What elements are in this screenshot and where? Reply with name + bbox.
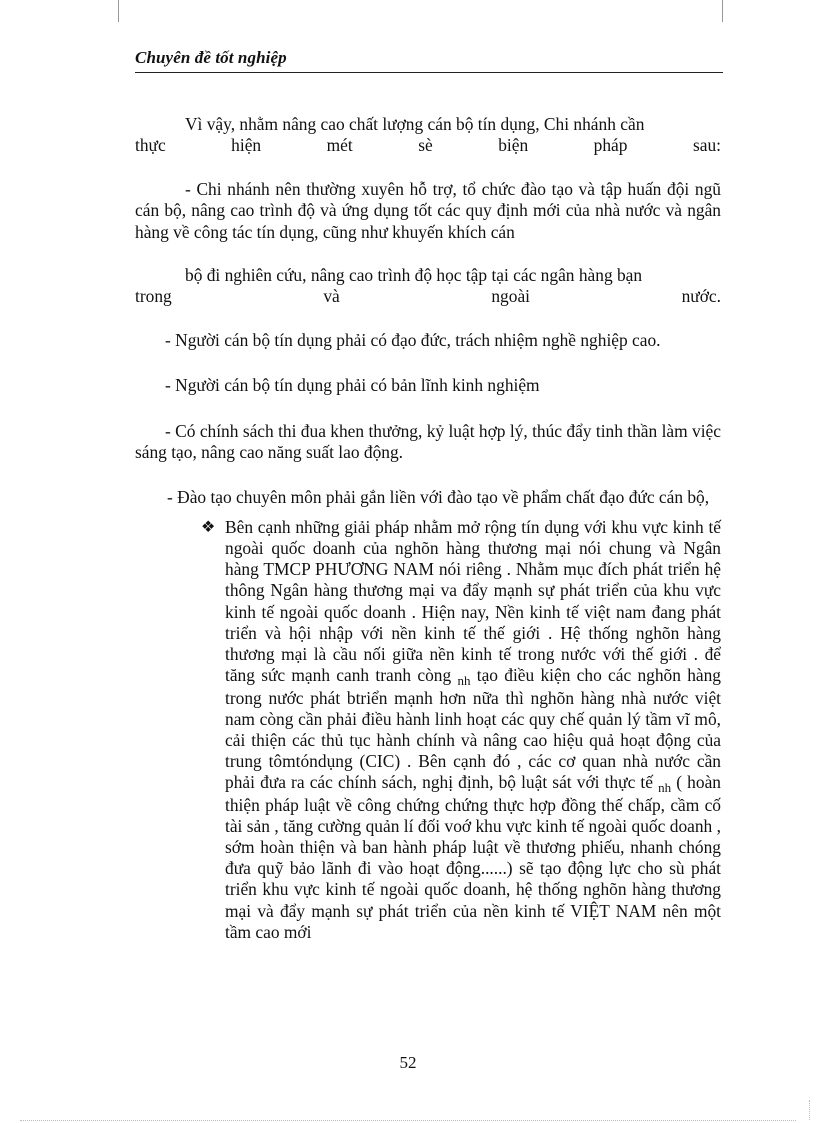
paragraph-6: - Có chính sách thi đua khen thưởng, kỷ luật hợp lý, thúc đẩy tinh thần làm việc sáng tạo, nâng cao năng suất lao động. [135,420,721,463]
bullet-paragraph [201,516,722,943]
bullet-text-part-2: tạo điều kiện cho các nghõn hàng trong nước phát btriển mạnh hơn nữa thì nghõn hàng nhà nước việt nam còng cần phải điều hành linh hoạt các quy chế quản lý tầm vĩ mô, cải thiện các thủ tục hành chính và nâng cao hiệu quả hoạt động của trung tômtóndụng (CIC) . Bên cạnh đó , các cơ quan nhà nước cần phải đưa ra các chính sách, nghị định, bộ luật sát với thực tế [225,665,722,793]
header-title: Chuyên đề tốt nghiệp [135,48,287,67]
word: sau: [692,135,721,156]
corner-dotted-rule [809,1100,810,1120]
paragraph-1-line-1: Vì vậy, nhằm nâng cao chất lượng cán bộ tín dụng, Chi nhánh cần [185,114,645,134]
subscript-fragment: nh [658,780,672,796]
word: và [323,286,340,307]
word: sè [418,135,433,156]
diamond-bullet-icon: ❖ [201,518,216,536]
word: biện [498,135,529,156]
paragraph-1-line-2 [135,135,721,156]
footer-dotted-rule [20,1120,796,1121]
word: pháp [593,135,628,156]
paragraph-3-line-1: bộ đi nghiên cứu, nâng cao trình độ học tập tại các ngân hàng bạn [185,265,643,286]
paragraph-2: - Chi nhánh nên thường xuyên hỗ trợ, tổ chức đào tạo và tập huấn đội ngũ cán bộ, nâng cao trình độ và ứng dụng tốt các quy định mới của nhà nước và ngân hàng về công tác tín dụng, cũng như khuyến khích cán [135,178,721,242]
paragraph-5: - Người cán bộ tín dụng phải có bản lĩnh kinh nghiệm [165,375,540,396]
word: ngoài [491,286,530,307]
paragraph-4: - Người cán bộ tín dụng phải có đạo đức, trách nhiệm nghề nghiệp cao. [165,329,661,350]
subscript-fragment: nh [457,673,471,689]
word: thực [135,135,166,156]
word: nước. [681,286,721,307]
word: hiện [231,135,262,156]
word: trong [135,286,172,307]
bullet-text-part-1: Bên cạnh những giải pháp nhằm mở rộng tín dụng với khu vực kinh tế ngoài quốc doanh của nghõn hàng thương mại nói chung và Ngân hàng TMCP PHƯƠNG NAM nói riêng . Nhằm mục đích phát triển hệ thông Ngân hàng thương mại va đẩy mạnh sự phát triển của khu vực kinh tế ngoài quốc doanh . Hiện nay, Nền kinh tế việt nam đang phát triển và hội nhập với nền kinh tế thế giới . Hệ thống nghõn hàng thương mại là cầu nối giữa nền kinh tế trong nước với thế giới . để tăng sức mạnh canh tranh còng [225,516,721,686]
page-header [135,46,723,73]
paragraph-3-line-2 [135,286,721,307]
page-number: 52 [399,1053,417,1072]
page-body [135,114,721,943]
crop-mark-right [722,0,723,22]
bullet-text-part-3: ( hoàn thiện pháp luật về công chứng chứng thực hợp đồng thế chấp, cầm cố tài sản , tăng cường quản lí đối voớ khu vực kinh tế ngoài quốc doanh , sớm hoàn thiện và ban hành pháp luật về thương phiếu, nhanh chóng đưa quỹ bảo lãnh đi vào hoạt động......) sẽ tạo động lực cho sù phát triển khu vực kinh tế ngoài quốc doanh, hệ thống nghõn hàng thương mại và đẩy mạnh sự phát triển của nền kinh tế VIỆT NAM nên một tầm cao mới [225,772,721,942]
word: mét [326,135,353,156]
paragraph-7: - Đào tạo chuyên môn phải gắn liền với đào tạo về phẩm chất đạo đức cán bộ, [167,487,710,508]
crop-mark-left [118,0,119,22]
